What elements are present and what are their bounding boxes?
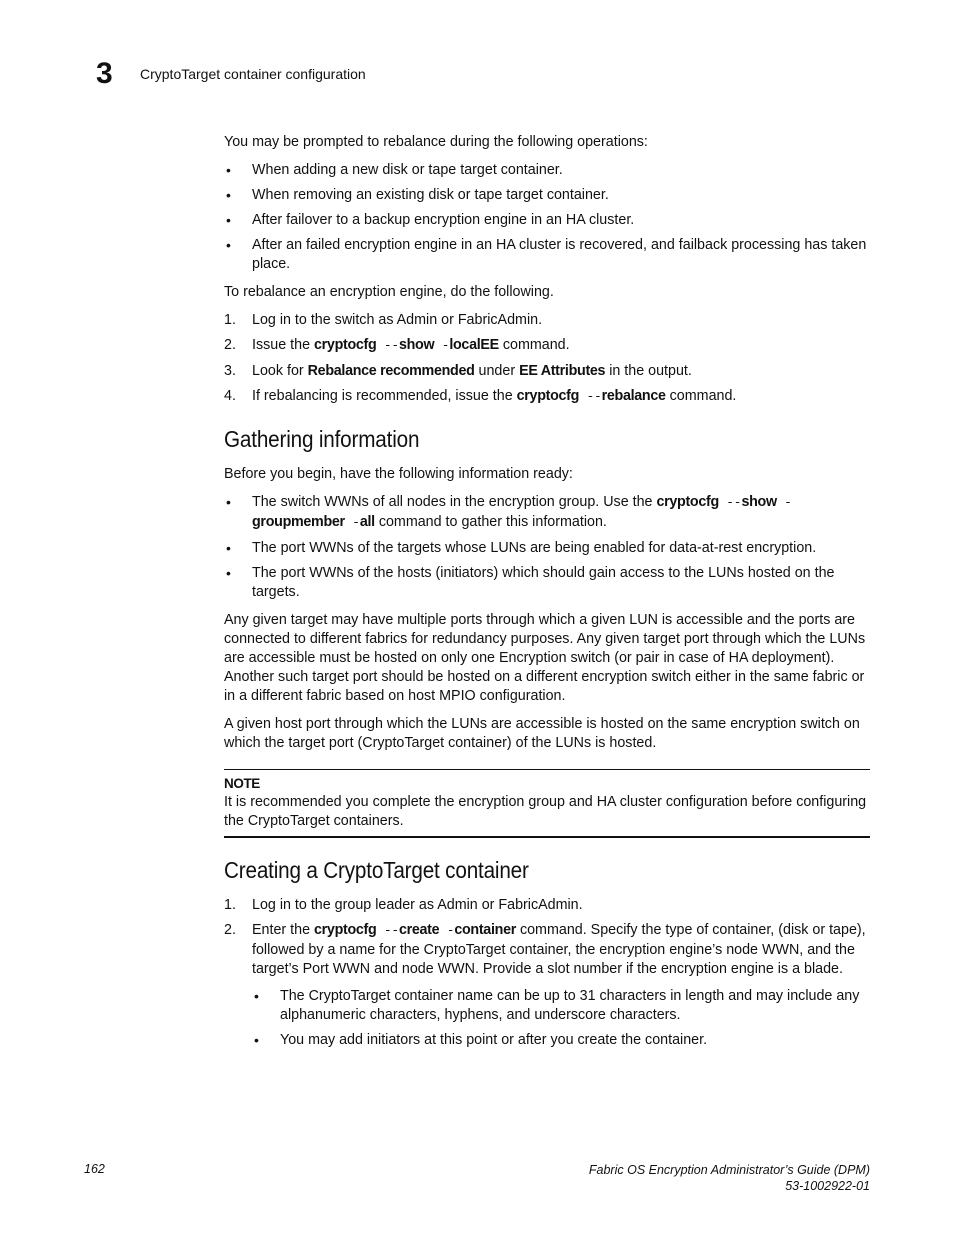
step-item: 2. Enter the cryptocfg --create -container command. Specify the type of container, (disk or tape), followed by a name for the CryptoTarget container, the encryption engine’s node WWN, and the target’s Port WWN and node WWN. Provide a slot number if the encryption engine is a blade. • The CryptoTarget container name can be up to 31 characters in length and may include any alphanumeric characters, hyphens, and underscore characters. • You may add initiators at this point or after you create the container. [224,921,870,1050]
bullet-icon: • [226,540,231,556]
command-name: cryptocfg [314,337,377,353]
procedure-intro: To rebalance an encryption engine, do the following. [224,284,554,300]
list-item: • The port WWNs of the hosts (initiators) which should gain access to the LUNs hosted on the targets. [226,565,835,600]
guide-title: Fabric OS Encryption Administrator’s Guide (DPM) [588,1163,870,1177]
bullet-icon: • [254,1032,259,1048]
bullet-icon: • [226,237,231,253]
step-item: 2. Issue the cryptocfg --show -localEE command. [224,337,570,353]
bullet-icon: • [226,494,231,510]
list-item: • You may add initiators at this point or after you create the container. [254,1032,708,1048]
section-heading-gathering: Gathering information [224,426,420,452]
ui-term: Rebalance recommended [307,363,475,379]
gathering-intro: Before you begin, have the following information ready: [224,466,573,482]
gathering-paragraph: A given host port through which the LUNs are accessible is hosted on the same encryption switch on which the target port (CryptoTarget container) of the LUNs is hosted. [224,716,860,751]
rebalance-operations-list [224,161,870,274]
step-item: 3. Look for Rebalance recommended under EE Attributes in the output. [224,363,692,379]
command-name: cryptocfg [516,388,580,404]
chapter-number: 3 [96,57,113,90]
list-item: • After failover to a backup encryption engine in an HA cluster. [226,212,635,228]
command-option: groupmember [252,514,345,530]
list-item: • The switch WWNs of all nodes in the encryption group. Use the cryptocfg --show -groupmember -all command to gather this information. [226,494,792,530]
command-option: container [454,922,516,938]
list-item: • The CryptoTarget container name can be up to 31 characters in length and may include any alphanumeric characters, hyphens, and underscore characters. [254,988,860,1023]
bullet-icon: • [226,187,231,203]
command-name: cryptocfg [314,922,377,938]
command-option: show [741,494,777,510]
command-option: localEE [449,337,499,353]
bullet-icon: • [226,162,231,178]
main-content [224,133,870,1059]
bullet-icon: • [226,212,231,228]
gathering-paragraph: Any given target may have multiple ports through which a given LUN is accessible and the ports are connected to different fabrics for redundancy purposes. Any given target port through which the LUNs are accessible must be hosted on only one Encryption switch (or pair in case of HA deployment). Another such target port should be hosted on a different encryption switch either in the same fabric or in a different fabric based on host MPIO configuration. [224,612,866,704]
list-item: • When adding a new disk or tape target container. [226,162,563,178]
creating-steps [224,896,870,1050]
bullet-icon: • [226,565,231,581]
command-option: all [359,514,375,530]
note-text: It is recommended you complete the encryption group and HA cluster configuration before configuring the CryptoTarget containers. [224,794,867,829]
list-item: • The port WWNs of the targets whose LUNs are being enabled for data-at-rest encryption. [226,540,817,556]
bullet-icon: • [254,988,259,1004]
section-heading-creating: Creating a CryptoTarget container [224,857,529,883]
note-box [224,769,870,838]
ui-term: EE Attributes [519,363,606,379]
page-number: 162 [84,1162,105,1176]
command-option: create [398,922,440,938]
container-notes-list [252,987,870,1050]
rebalance-intro: You may be prompted to rebalance during the following operations: [224,134,648,150]
list-item: • After an failed encryption engine in an HA cluster is recovered, and failback processing has taken place. [226,237,867,272]
list-item: • When removing an existing disk or tape target container. [226,187,609,203]
gathering-list [224,493,870,602]
doc-number: 53-1002922-01 [785,1179,870,1193]
note-label: NOTE [224,776,260,791]
command-option: rebalance [601,388,666,404]
chapter-title: CryptoTarget container configuration [140,66,366,82]
step-item: 1. Log in to the switch as Admin or FabricAdmin. [224,312,543,328]
rebalance-steps [224,311,870,407]
page-footer [589,1162,870,1194]
step-item: 4. If rebalancing is recommended, issue the cryptocfg --rebalance command. [224,388,737,404]
command-option: show [398,337,435,353]
step-item: 1. Log in to the group leader as Admin or FabricAdmin. [224,897,583,913]
command-name: cryptocfg [656,494,719,510]
